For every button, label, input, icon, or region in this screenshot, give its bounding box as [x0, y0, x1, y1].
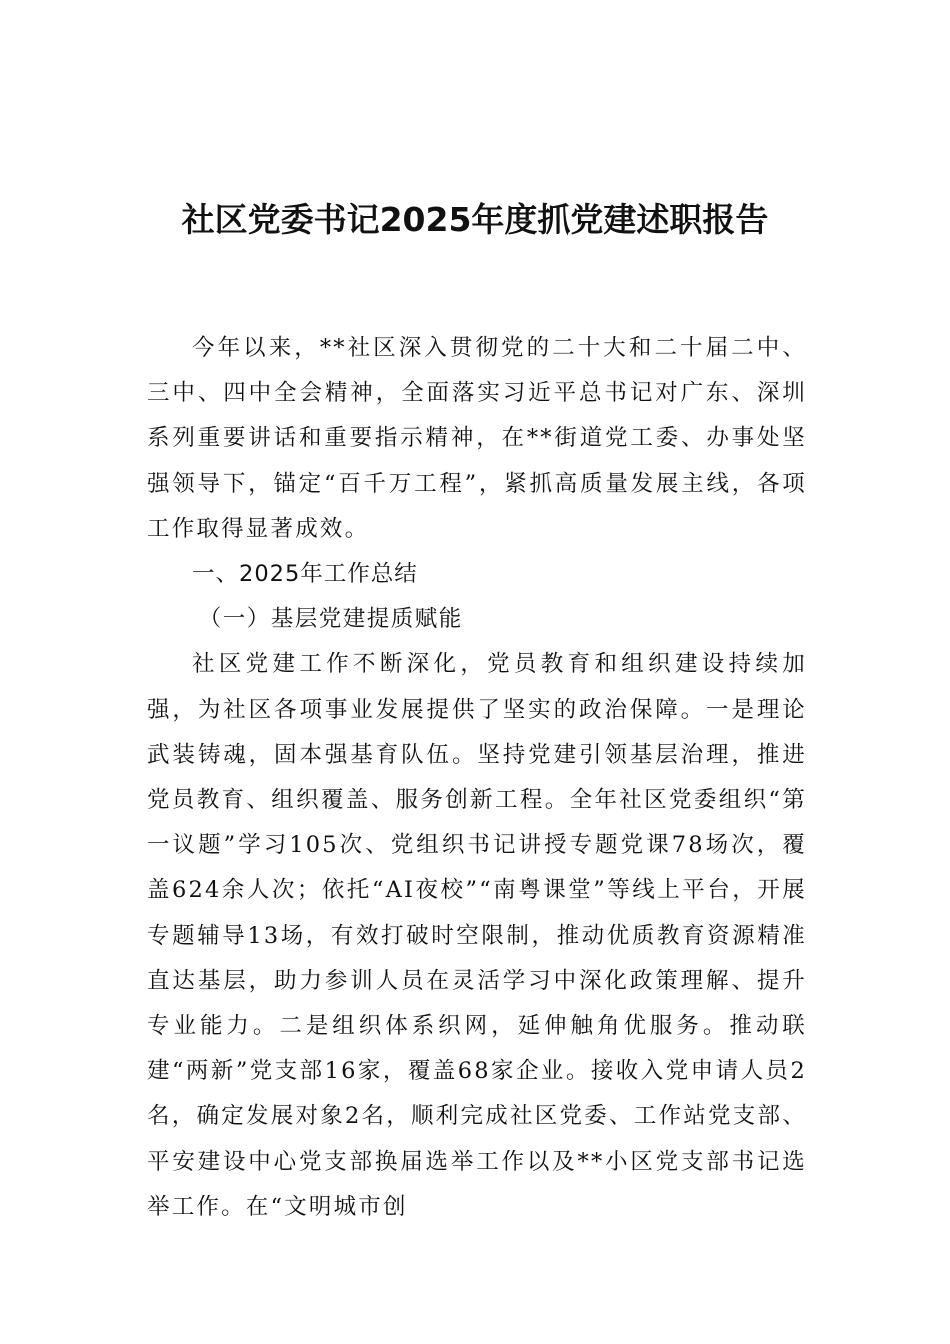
- section-heading: 一、2025年工作总结: [192, 561, 418, 588]
- document-body: [147, 326, 807, 1230]
- body-paragraph: 社区党建工作不断深化，党员教育和组织建设持续加强，为社区各项事业发展提供了坚实的政治保障。一是理论武装铸魂，固本强基育队伍。坚持党建引领基层治理，推进党员教育、组织覆盖、服务创新工程。全年社区党委组织“第一议题”学习105次、党组织书记讲授专题党课78场次，覆盖624余人次；依托“AI夜校”“南粤课堂”等线上平台，开展专题辅导13场，有效打破时空限制，推动优质教育资源精准直达基层，助力参训人员在灵活学习中深化政策理解、提升专业能力。二是组织体系织网，延伸触角优服务。推动联建“两新”党支部16家，覆盖68家企业。接收入党申请人员2名，确定发展对象2名，顺利完成社区党委、工作站党支部、平安建设中心党支部换届选举工作以及**小区党支部书记选举工作。在“文明城市创: [147, 651, 807, 1220]
- intro-paragraph: 今年以来，**社区深入贯彻党的二十大和二十届二中、三中、四中全会精神，全面落实习近平总书记对广东、深圳系列重要讲话和重要指示精神，在**街道党工委、办事处坚强领导下，锚定“百千万工程”，紧抓高质量发展主线，各项工作取得显著成效。: [147, 335, 807, 542]
- subsection-heading: （一）基层党建提质赋能: [198, 606, 463, 633]
- document-title: 社区党委书记2025年度抓党建述职报告: [181, 200, 769, 239]
